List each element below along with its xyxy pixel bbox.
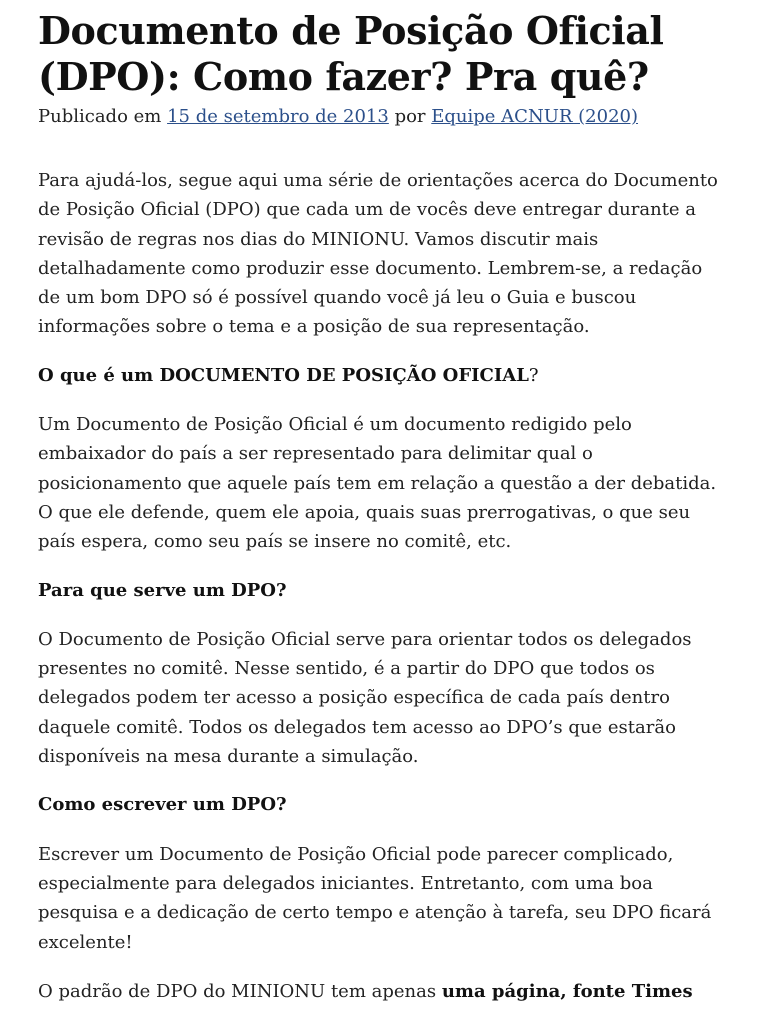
intro-paragraph: Para ajudá-los, segue aqui uma série de orientações acerca do Documento de Posição Oficial (DPO) que cada um de vocês deve entregar durante a revisão de regras nos dias do MINIONU. Vamos discutir mais detalhadamente como produzir esse documento. Lembrem-se, a redação de um bom DPO só é possível quando você já leu o Guia e buscou informações sobre o tema e a posição de sua representação. (38, 170, 718, 338)
published-prefix: Publicado em (38, 106, 168, 127)
section-heading-how-to-write: Como escrever um DPO? (38, 794, 287, 816)
purpose-paragraph: O Documento de Posição Oficial serve para orientar todos os delegados presentes no comitê. Nesse sentido, é a partir do DPO que todos os delegados podem ter acesso a posição específica de cada país dentro daquele comitê. Todos os delegados tem acesso ao DPO’s que estarão disponíveis na mesa durante a simulação. (38, 628, 692, 768)
article-meta (38, 104, 730, 130)
publish-date-link[interactable]: 15 de setembro de 2013 (167, 106, 389, 127)
section-heading-purpose: Para que serve um DPO? (38, 579, 287, 601)
author-by-text: por (388, 106, 432, 127)
format-paragraph-lead: O padrão de DPO do MINIONU tem apenas (38, 980, 442, 1002)
how-to-write-paragraph: Escrever um Documento de Posição Oficial pode parecer complicado, especialmente para delegados iniciantes. Entretanto, com uma boa pesquisa e a dedicação de certo tempo e atenção à tarefa, seu DPO ficará excelente! (38, 843, 712, 953)
format-paragraph-bold: uma página, fonte Times (441, 980, 693, 1002)
article-title: Documento de Posição Oficial (DPO): Como fazer? Pra quê? (38, 8, 664, 99)
what-is-dpo-paragraph: Um Documento de Posição Oficial é um documento redigido pelo embaixador do país a ser representado para delimitar qual o posicionamento que aquele país tem em relação a questão a der debatida. O que ele defende, quem ele apoia, quais suas prerrogativas, o que seu país espera, como seu país se insere no comitê, etc. (38, 414, 717, 553)
section-heading-what-is-dpo (38, 361, 730, 390)
author-link[interactable]: Equipe ACNUR (2020) (431, 106, 638, 127)
format-paragraph (38, 977, 730, 1006)
section-heading-question-mark: ? (528, 364, 539, 386)
section-heading-what-is-dpo-text: O que é um DOCUMENTO DE POSIÇÃO OFICIAL (38, 364, 529, 386)
